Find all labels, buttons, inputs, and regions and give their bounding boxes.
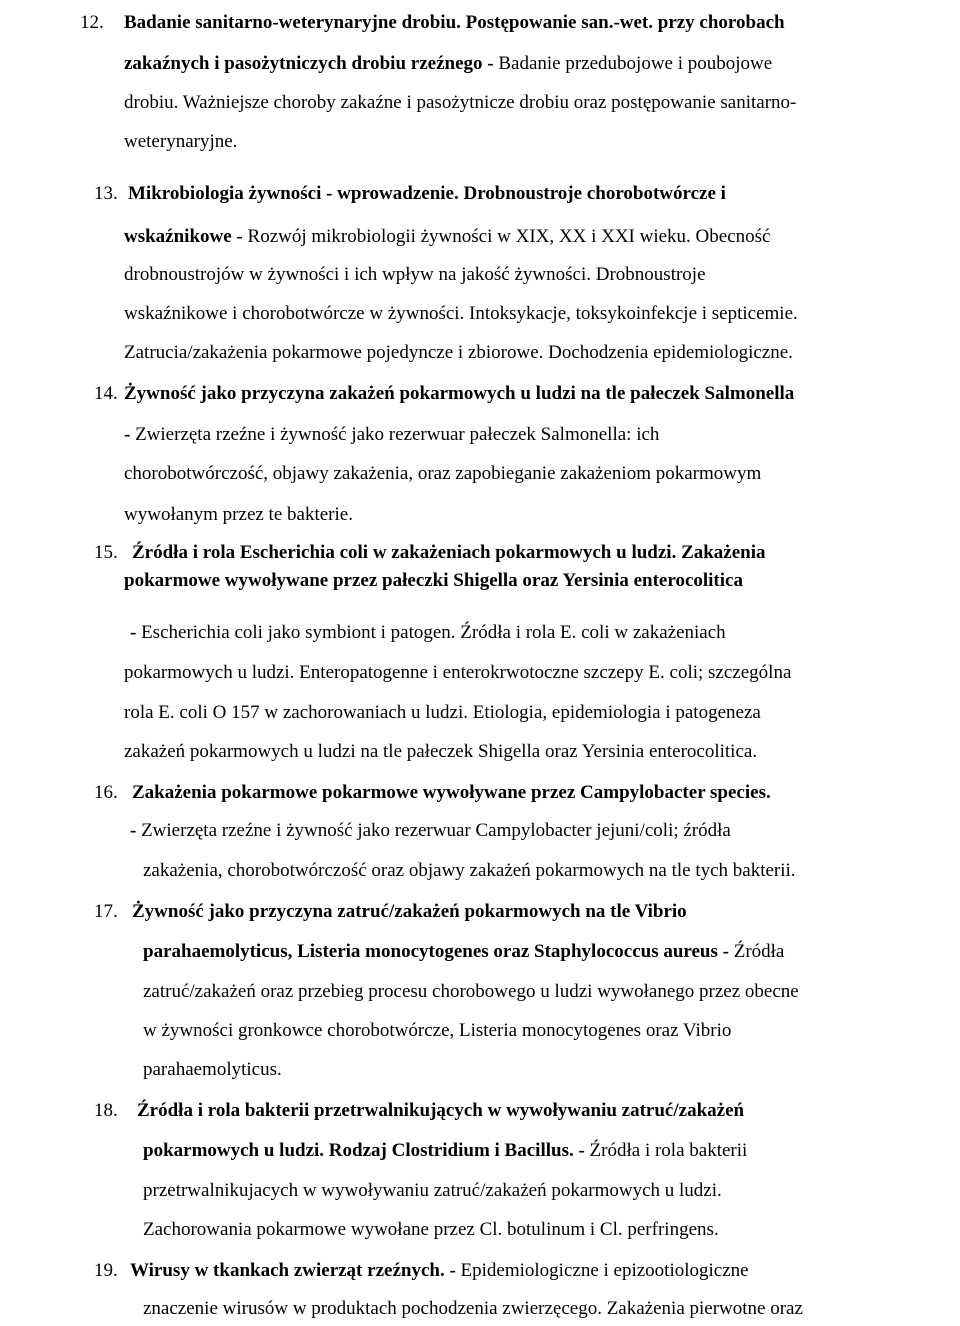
bold-text: pokarmowych u ludzi. Rodzaj Clostridium i Bacillus. - (143, 1140, 585, 1161)
item-line (124, 463, 761, 485)
item-line (143, 1219, 719, 1241)
item-line (124, 342, 793, 364)
item-line (124, 570, 743, 592)
item-line (143, 941, 784, 963)
item-line (124, 662, 791, 684)
text: Źródła (728, 941, 785, 962)
text: Escherichia coli jako symbiont i patogen. Źródła i rola E. coli w zakażeniach (136, 622, 726, 643)
item-line (124, 226, 770, 248)
text: Epidemiologiczne i epizootiologiczne (455, 1260, 749, 1281)
item-line (124, 424, 659, 446)
bold-text: zakaźnych i pasożytniczych drobiu rzeźnego - (124, 53, 494, 74)
item-line (130, 820, 731, 842)
text: zatruć/zakażeń oraz przebieg procesu chorobowego u ludzi wywołanego przez obecne (143, 981, 799, 1002)
text: w żywności gronkowce chorobotwórcze, Listeria monocytogenes oraz Vibrio (143, 1020, 732, 1041)
item-line (143, 1180, 722, 1202)
item-number: 19. (94, 1260, 118, 1281)
text: drobiu. Ważniejsze choroby zakaźne i pasożytnicze drobiu oraz postępowanie sanitarno- (124, 92, 797, 113)
text: weterynaryjne. (124, 131, 238, 152)
item-line (132, 901, 687, 923)
item-number: 17. (94, 901, 118, 922)
item-line (124, 702, 761, 724)
item-line (132, 542, 766, 564)
text: rola E. coli O 157 w zachorowaniach u ludzi. Etiologia, epidemiologia i patogeneza (124, 702, 761, 723)
item-number: 14. (94, 383, 118, 404)
item-line (128, 183, 726, 205)
bold-text: pokarmowe wywoływane przez pałeczki Shigella oraz Yersinia enterocolitica (124, 570, 743, 591)
item-line (143, 981, 799, 1003)
item-number: 12. (80, 12, 104, 33)
text: parahaemolyticus. (143, 1059, 282, 1080)
text: Zachorowania pokarmowe wywołane przez Cl. botulinum i Cl. perfringens. (143, 1219, 719, 1240)
item-line (124, 12, 785, 34)
text: zakażeń pokarmowych u ludzi na tle pałeczek Shigella oraz Yersinia enterocolitica. (124, 741, 758, 762)
text: zakażenia, chorobotwórczość oraz objawy zakażeń pokarmowych na tle tych bakterii. (143, 860, 796, 881)
item-line (132, 782, 771, 804)
text: wywołanym przez te bakterie. (124, 504, 353, 525)
item-line (143, 1298, 803, 1320)
text: chorobotwórczość, objawy zakażenia, oraz zapobieganie zakażeniom pokarmowym (124, 463, 762, 484)
text: wskaźnikowe i chorobotwórcze w żywności. Intoksykacje, toksykoinfekcje i septicemie. (124, 303, 798, 324)
item-line (143, 860, 796, 882)
bold-text: Zakażenia pokarmowe pokarmowe wywoływane przez Campylobacter species. (132, 782, 771, 803)
item-line (137, 1100, 744, 1122)
item-line (124, 131, 237, 153)
item-line (124, 741, 757, 763)
item-line (124, 264, 706, 286)
bold-text: Źródła i rola bakterii przetrwalnikujących w wywoływaniu zatruć/zakażeń (137, 1100, 745, 1121)
item-line (124, 303, 798, 325)
bold-text: Żywność jako przyczyna zatruć/zakażeń pokarmowych na tle Vibrio (132, 901, 687, 922)
item-line (124, 92, 796, 114)
item-line (143, 1020, 731, 1042)
item-line (143, 1140, 747, 1162)
text: Zwierzęta rzeźne i żywność jako rezerwuar Campylobacter jejuni/coli; źródła (136, 820, 731, 841)
item-line (130, 1260, 749, 1282)
item-line (130, 622, 726, 644)
item-line (124, 53, 772, 75)
text: Rozwój mikrobiologii żywności w XIX, XX i XXI wieku. Obecność (242, 226, 771, 247)
item-line (143, 1059, 282, 1081)
bold-text: - (124, 424, 131, 445)
text: Zatrucia/zakażenia pokarmowe pojedyncze i zbiorowe. Dochodzenia epidemiologiczne. (124, 342, 793, 363)
bold-text: Wirusy w tkankach zwierząt rzeźnych. - (130, 1260, 456, 1281)
item-line (124, 383, 794, 405)
bold-text: - (130, 622, 137, 643)
item-number: 18. (94, 1100, 118, 1121)
bold-text: - (130, 820, 137, 841)
bold-text: Żywność jako przyczyna zakażeń pokarmowych u ludzi na tle pałeczek Salmonella (124, 383, 795, 404)
bold-text: parahaemolyticus, Listeria monocytogenes oraz Staphylococcus aureus - (143, 941, 729, 962)
item-number: 16. (94, 782, 118, 803)
bold-text: wskaźnikowe - (124, 226, 243, 247)
item-number: 13. (94, 183, 118, 204)
bold-text: Mikrobiologia żywności - wprowadzenie. Drobnoustroje chorobotwórcze i (128, 183, 726, 204)
bold-text: Badanie sanitarno-weterynaryjne drobiu. Postępowanie san.-wet. przy chorobach (124, 12, 785, 33)
text: znaczenie wirusów w produktach pochodzenia zwierzęcego. Zakażenia pierwotne oraz (143, 1298, 803, 1319)
text: Źródła i rola bakterii (584, 1140, 748, 1161)
text: Zwierzęta rzeźne i żywność jako rezerwuar pałeczek Salmonella: ich (130, 424, 660, 445)
text: pokarmowych u ludzi. Enteropatogenne i enterokrwotoczne szczepy E. coli; szczególna (124, 662, 792, 683)
text: Badanie przedubojowe i poubojowe (493, 53, 773, 74)
bold-text: Źródła i rola Escherichia coli w zakażeniach pokarmowych u ludzi. Zakażenia (132, 542, 766, 563)
item-line (124, 504, 353, 526)
item-number: 15. (94, 542, 118, 563)
text: przetrwalnikujacych w wywoływaniu zatruć/zakażeń pokarmowych u ludzi. (143, 1180, 722, 1201)
text: drobnoustrojów w żywności i ich wpływ na jakość żywności. Drobnoustroje (124, 264, 706, 285)
